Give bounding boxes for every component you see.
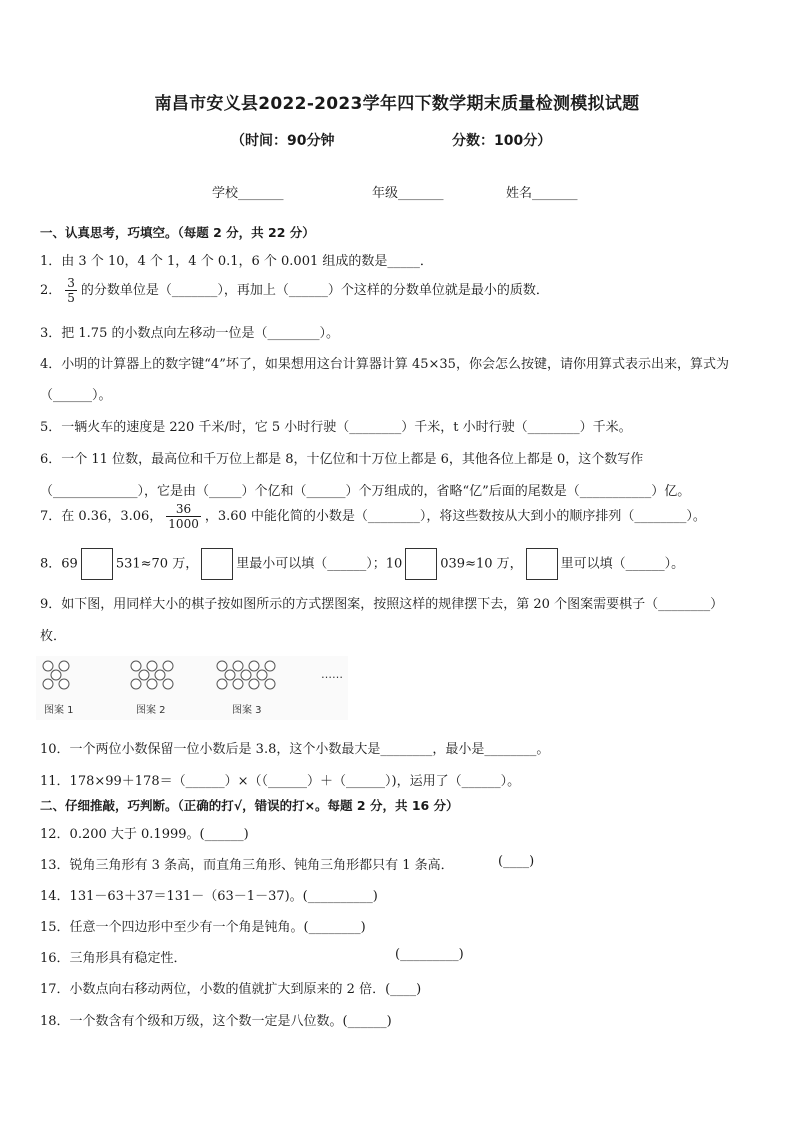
chess-piece — [225, 670, 235, 680]
question-7-prefix: 7．在 0.36，3.06， — [40, 509, 163, 524]
pattern-3-label: 图案 3 — [232, 705, 262, 716]
question-11: 11．178×99＋178＝（______）×（（______）＋（______）)，运用了（______）。 — [40, 774, 521, 789]
question-6-line1: 6．一个 11 位数，最高位和千万位上都是 8，十亿位和十万位上都是 6，其他各位上都是 0，这个数写作 — [40, 452, 644, 467]
chess-piece — [59, 679, 69, 689]
section2-heading: 二、仔细推敲，巧判断。（正确的打√，错误的打×。每题 2 分，共 16 分） — [40, 798, 459, 813]
question-8-part-e: 里可以填（______）。 — [560, 556, 685, 572]
school-field: 学校_______ — [212, 186, 284, 201]
question-8-part-c: 里最小可以填（______）；10 — [236, 556, 403, 572]
pattern-figure-svg — [36, 656, 348, 720]
question-16-blank: (_________) — [395, 947, 464, 962]
chess-piece — [249, 661, 259, 671]
chess-piece — [139, 670, 149, 680]
chess-piece — [131, 679, 141, 689]
chess-piece — [163, 679, 173, 689]
exam-score: 分数：100分） — [452, 133, 552, 149]
chess-piece — [265, 661, 275, 671]
chess-piece — [249, 679, 259, 689]
answer-box[interactable] — [526, 548, 558, 580]
chess-piece — [257, 670, 267, 680]
question-18: 18．一个数含有个级和万级，这个数一定是八位数。(______) — [40, 1014, 392, 1029]
question-10: 10．一个两位小数保留一位小数后是 3.8，这个小数最大是________，最小是________。 — [40, 742, 550, 757]
question-1: 1．由 3 个 10，4 个 1，4 个 0.1，6 个 0.001 组成的数是_____． — [40, 254, 433, 269]
question-8-part-d: 039≈10 万， — [440, 556, 523, 572]
question-5: 5．一辆火车的速度是 220 千米/时，它 5 小时行驶（________）千米，t 小时行驶（________）千米。 — [40, 420, 632, 435]
chess-piece — [163, 661, 173, 671]
grade-field: 年级_______ — [372, 186, 444, 201]
pattern-2-label: 图案 2 — [136, 705, 166, 716]
chess-piece — [43, 661, 53, 671]
pattern-ellipsis: …… — [321, 668, 343, 681]
answer-box[interactable] — [81, 548, 113, 580]
question-7 — [40, 502, 706, 531]
question-16: 16．三角形具有稳定性． — [40, 951, 187, 966]
chess-piece — [147, 679, 157, 689]
chess-piece — [217, 679, 227, 689]
figure-background — [36, 656, 348, 720]
question-9-line1: 9．如下图，用同样大小的棋子按如图所示的方式摆图案，按照这样的规律摆下去，第 20 个图案需要棋子（________） — [40, 597, 724, 612]
question-2-text: 的分数单位是（_______），再加上（______）个这样的分数单位就是最小的质数． — [80, 283, 549, 298]
chess-piece — [241, 670, 251, 680]
question-9-line2: 枚． — [40, 629, 67, 644]
question-13-blank: (____) — [498, 854, 535, 869]
fraction-3-5 — [65, 276, 77, 305]
question-7-text: ，3.60 中能化简的小数是（________），将这些数按从大到小的顺序排列（________）。 — [204, 509, 706, 524]
question-8-part-b: 531≈70 万， — [115, 556, 199, 572]
chess-piece — [59, 661, 69, 671]
fraction-numerator: 3 — [67, 276, 75, 290]
pattern-figure — [36, 656, 348, 720]
question-3: 3．把 1.75 的小数点向左移动一位是（________）。 — [40, 326, 339, 341]
question-8 — [40, 548, 684, 580]
chess-piece — [217, 661, 227, 671]
fraction-denominator: 5 — [67, 291, 75, 305]
exam-title: 南昌市安义县2022-2023学年四下数学期末质量检测模拟试题 — [154, 94, 640, 114]
chess-piece — [147, 661, 157, 671]
chess-piece — [131, 661, 141, 671]
chess-piece — [233, 661, 243, 671]
name-field: 姓名_______ — [506, 186, 578, 201]
pattern-1-label: 图案 1 — [44, 705, 74, 716]
question-4-line2: （______）。 — [40, 388, 112, 403]
fraction-numerator: 36 — [166, 502, 201, 517]
chess-piece — [265, 679, 275, 689]
question-12: 12．0.200 大于 0.1999。(______) — [40, 827, 249, 842]
question-8-part-a: 8．69 — [40, 556, 78, 572]
exam-time: （时间：90分钟 — [231, 133, 335, 149]
answer-box[interactable] — [405, 548, 437, 580]
chess-piece — [51, 670, 61, 680]
question-15: 15．任意一个四边形中至少有一个角是钝角。(________) — [40, 920, 366, 935]
question-14: 14．131－63＋37＝131－（63－1－37)。(__________) — [40, 889, 378, 904]
fraction-denominator: 1000 — [168, 517, 199, 531]
answer-box[interactable] — [201, 548, 233, 580]
question-2 — [40, 276, 549, 305]
fraction-36-1000 — [166, 502, 201, 531]
question-13: 13．锐角三角形有 3 条高，而直角三角形、钝角三角形都只有 1 条高． — [40, 858, 454, 873]
chess-piece — [155, 670, 165, 680]
question-6-line2: （_____________），它是由（_____）个亿和（______）个万组成的，省略“亿”后面的尾数是（___________）亿。 — [40, 484, 691, 499]
chess-piece — [43, 679, 53, 689]
chess-piece — [233, 679, 243, 689]
section1-heading: 一、认真思考，巧填空。（每题 2 分，共 22 分） — [40, 225, 315, 240]
question-4-line1: 4．小明的计算器上的数字键“4”坏了，如果想用这台计算器计算 45×35，你会怎么按键，请你用算式表示出来，算式为 — [40, 357, 729, 372]
question-17: 17．小数点向右移动两位，小数的值就扩大到原来的 2 倍．(____) — [40, 982, 422, 997]
question-2-number: 2． — [40, 283, 62, 298]
